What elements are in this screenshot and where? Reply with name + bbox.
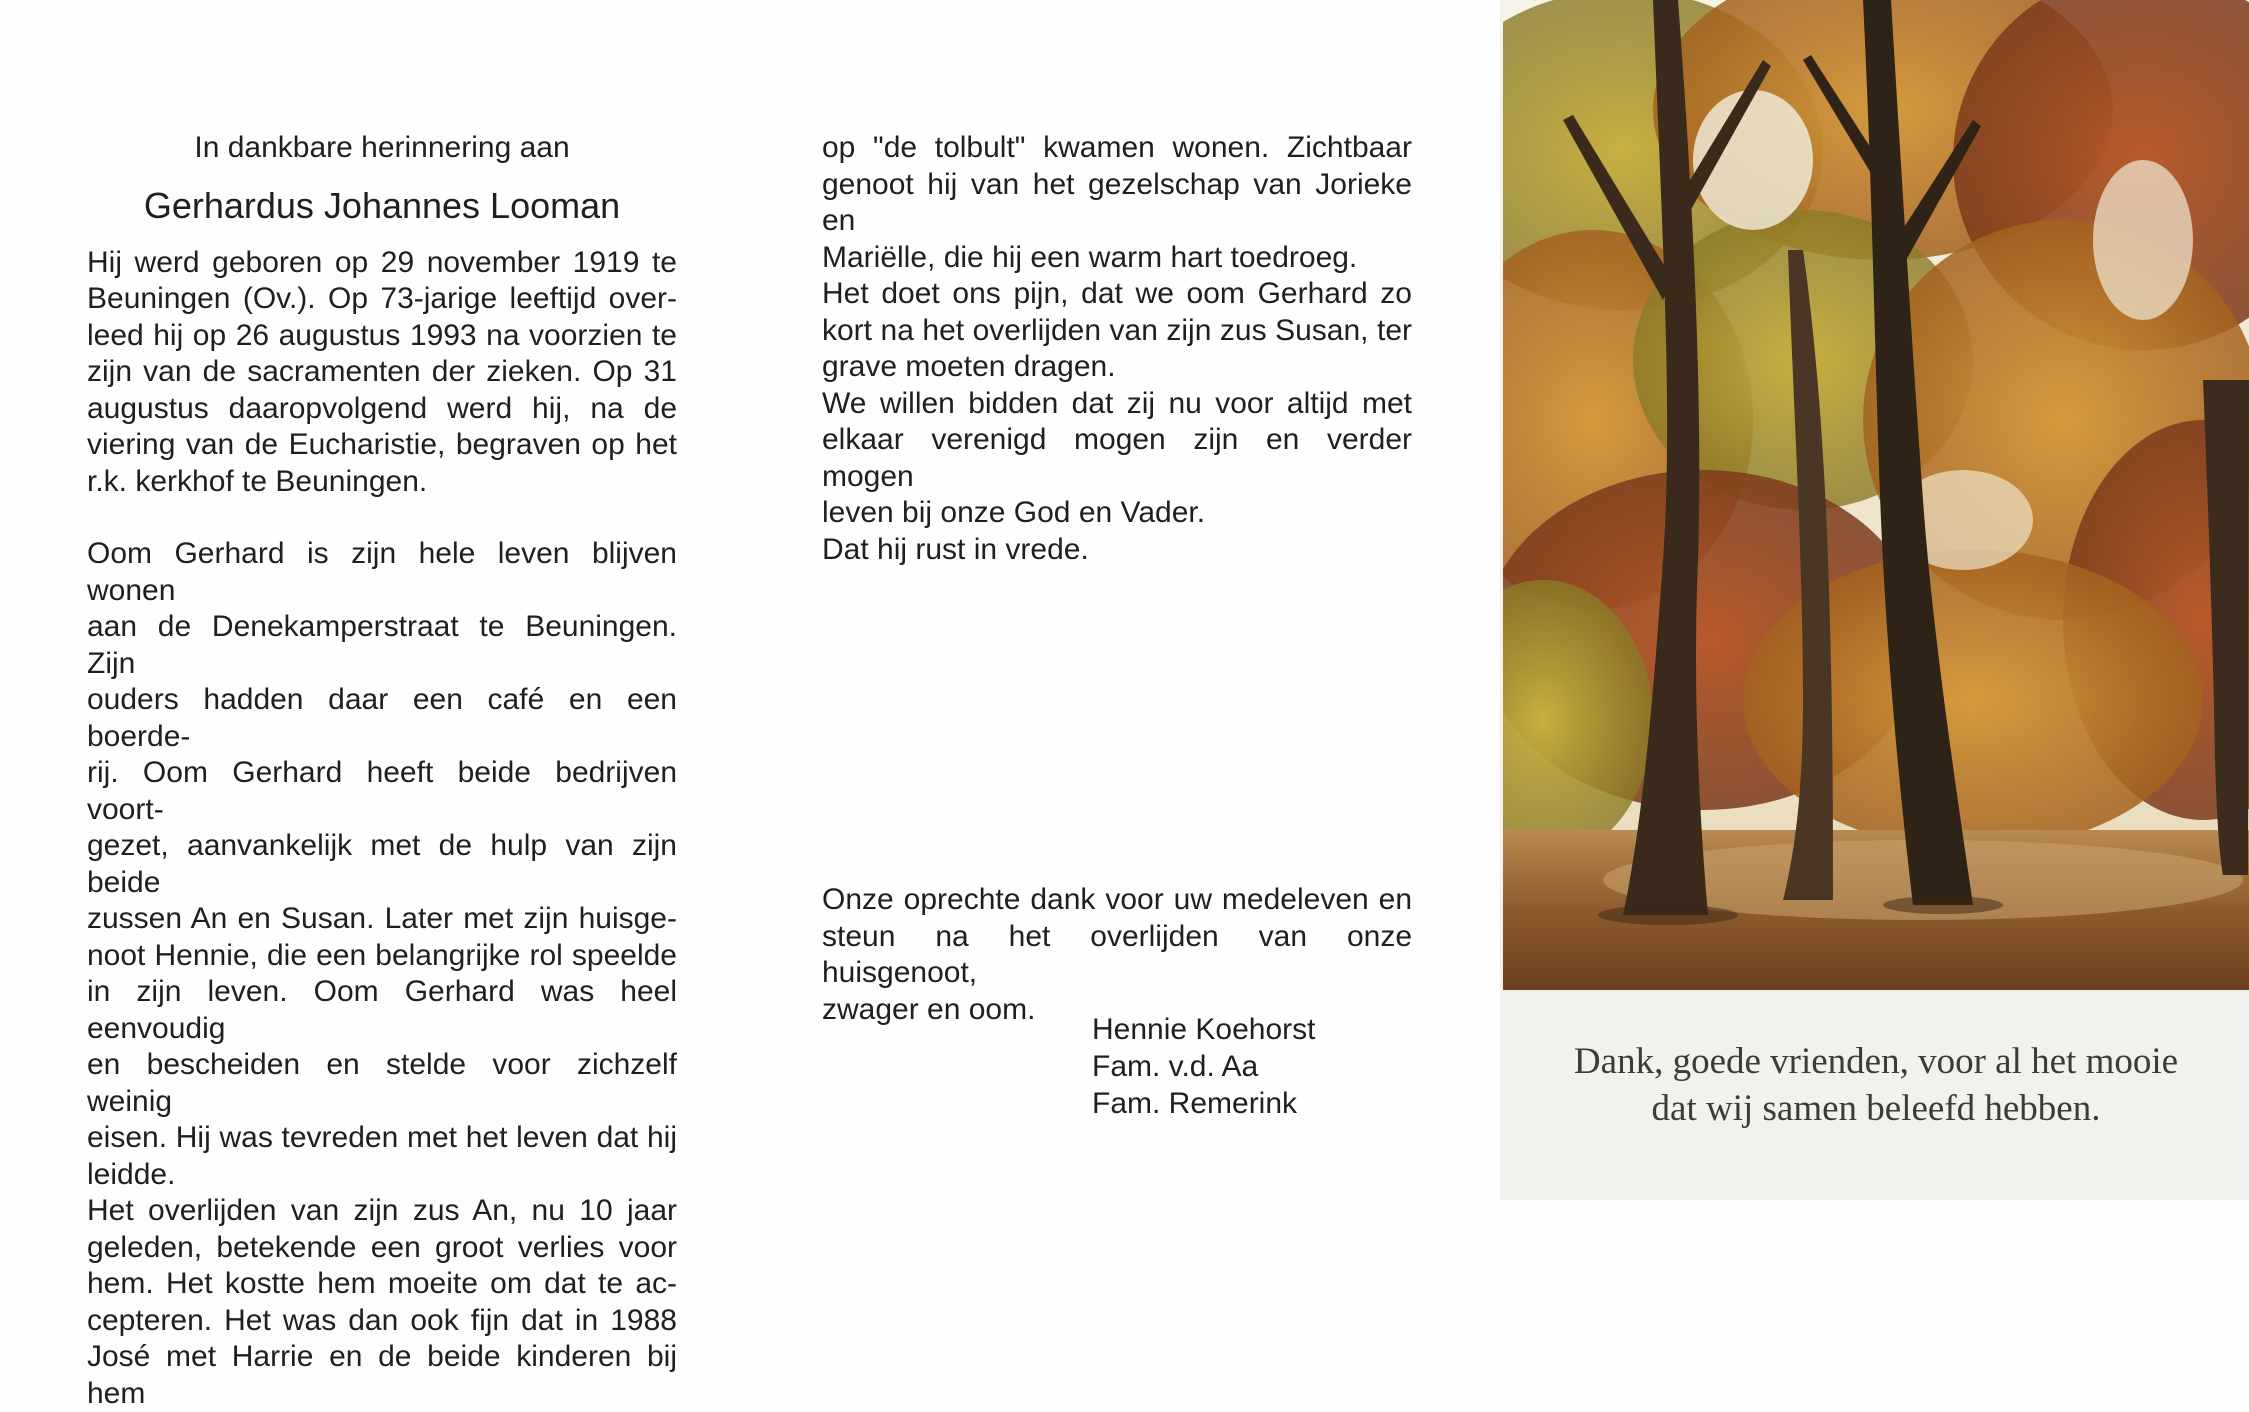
text-line: We willen bidden dat zij nu voor altijd met: [822, 386, 1412, 420]
text-line: Het overlijden van zijn zus An, nu 10 jaar: [87, 1194, 677, 1227]
text-line: gezet, aanvankelijk met de hulp van zijn beide: [87, 829, 677, 899]
text-line: hem. Het kostte hem moeite om dat te ac-: [87, 1267, 677, 1300]
text-line: cepteren. Het was dan ook fijn dat in 1988: [87, 1303, 677, 1337]
text-line: Beuningen (Ov.). Op 73-jarige leeftijd over-: [87, 282, 677, 315]
signers-list: [1092, 1011, 1315, 1122]
closing-quote: [1503, 1038, 2249, 1132]
text-line: aan de Denekamperstraat te Beuningen. Zijn: [87, 610, 677, 680]
text-line: grave moeten dragen.: [822, 350, 1116, 383]
birth-death-paragraph: [87, 245, 677, 501]
text-line: viering van de Eucharistie, begraven op het: [87, 428, 677, 461]
text-line: Onze oprechte dank voor uw medeleven en: [822, 883, 1412, 916]
text-line: kort na het overlijden van zijn zus Susan, ter: [822, 313, 1412, 347]
thanks-paragraph: [822, 882, 1412, 1028]
text-line: rij. Oom Gerhard heeft beide bedrijven voort-: [87, 756, 677, 826]
loss-paragraph: [87, 1193, 677, 1412]
text-line: Het doet ons pijn, dat we oom Gerhard zo: [822, 277, 1412, 310]
intro-line: In dankbare herinnering aan: [194, 131, 570, 164]
signer-name: Fam. Remerink: [1092, 1087, 1298, 1120]
signer-name: Fam. v.d. Aa: [1092, 1050, 1259, 1083]
text-line: Oom Gerhard is zijn hele leven blijven wonen: [87, 537, 677, 607]
text-line: genoot hij van het gezelschap van Jorieke en: [822, 167, 1412, 237]
text-line: eisen. Hij was tevreden met het leven dat hij: [87, 1121, 677, 1154]
continuation-paragraph: [822, 130, 1412, 568]
autumn-forest-photo: [1503, 0, 2249, 990]
quote-line: Dank, goede vrienden, voor al het mooie: [1573, 1041, 2179, 1082]
text-line: geleden, betekende een groot verlies voor: [87, 1230, 677, 1264]
text-line: leed hij op 26 augustus 1993 na voorzien te: [87, 318, 677, 352]
text-line: steun na het overlijden van onze huisgenoot,: [822, 919, 1412, 989]
text-line: r.k. kerkhof te Beuningen.: [87, 464, 428, 498]
text-line: in zijn leven. Oom Gerhard was heel eenvoudig: [87, 975, 677, 1045]
text-line: augustus daaropvolgend werd hij, na de: [87, 391, 677, 425]
signer-name: Hennie Koehorst: [1092, 1013, 1316, 1046]
right-text-column: [822, 130, 1412, 568]
text-line: elkaar verenigd mogen zijn en verder mogen: [822, 423, 1412, 493]
text-line: Dat hij rust in vrede.: [822, 532, 1089, 566]
life-paragraph: [87, 536, 677, 1193]
text-line: en bescheiden en stelde voor zichzelf weinig: [87, 1048, 677, 1118]
text-line: zwager en oom.: [822, 992, 1036, 1026]
text-line: leven bij onze God en Vader.: [822, 496, 1206, 529]
quote-line: dat wij samen beleefd hebben.: [1651, 1088, 2101, 1129]
text-line: Mariëlle, die hij een warm hart toedroeg.: [822, 240, 1358, 274]
text-line: zijn van de sacramenten der zieken. Op 31: [87, 355, 677, 388]
text-line: op "de tolbult" kwamen wonen. Zichtbaar: [822, 131, 1412, 164]
left-text-column: [87, 130, 677, 1412]
text-line: leidde.: [87, 1157, 176, 1191]
text-line: ouders hadden daar een café en een boerde-: [87, 683, 677, 753]
deceased-name: Gerhardus Johannes Looman: [143, 184, 621, 226]
text-line: noot Hennie, die een belangrijke rol speelde: [87, 938, 677, 972]
text-line: zussen An en Susan. Later met zijn huisge-: [87, 902, 677, 935]
text-line: Hij werd geboren op 29 november 1919 te: [87, 245, 677, 279]
text-line: José met Harrie en de beide kinderen bij hem: [87, 1340, 677, 1410]
